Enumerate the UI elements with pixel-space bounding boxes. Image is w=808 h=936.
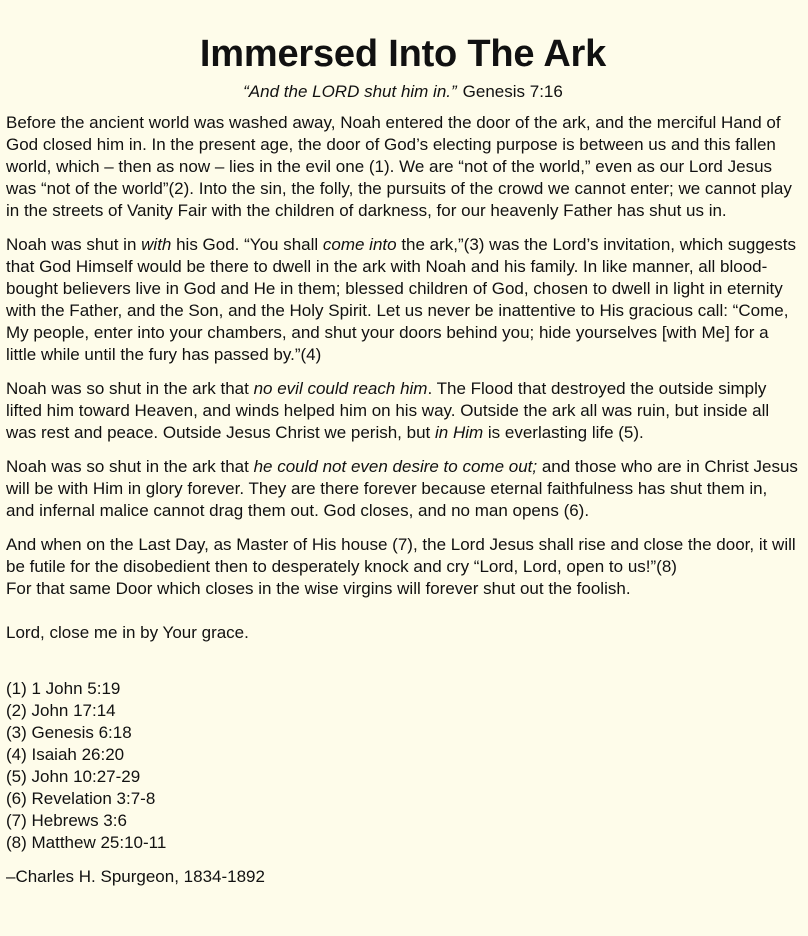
reference-item: (1) 1 John 5:19: [6, 679, 121, 698]
reference-item: (8) Matthew 25:10-11: [6, 833, 167, 852]
scripture-reference: Genesis 7:16: [462, 82, 563, 101]
reference-item: (5) John 10:27-29: [6, 767, 141, 786]
reference-item: (4) Isaiah 26:20: [6, 745, 125, 764]
reference-item: (6) Revelation 3:7-8: [6, 789, 156, 808]
paragraph-4: [6, 456, 800, 522]
spacer: [6, 600, 800, 622]
paragraph-5: And when on the Last Day, as Master of His house (7), the Lord Jesus shall rise and close the door, it will be futile for the disobedient then to desperately knock and cry “Lord, Lord, open to us!”(8): [6, 535, 796, 576]
closing-prayer: Lord, close me in by Your grace.: [6, 623, 249, 642]
paragraph-2-text-e: the ark,”(3) was the Lord’s invitation, which suggests that God Himself would be there to dwell in the ark with Noah and his family. In like manner, all blood-bought believers live in God and He in them; blessed children of God, chosen to dwell in light in eternity with the Father, and the Son, and the Holy Spirit. Let us never be inattentive to His gracious call: “Come, My people, enter into your chambers, and shut your doors behind you; hide yourselves [with Me] for a little while until the fury has passed by.”(4): [6, 235, 796, 364]
author-signature: –Charles H. Spurgeon, 1834-1892: [6, 867, 265, 886]
paragraph-3-text-e: is everlasting life (5).: [483, 423, 644, 442]
paragraph-3-text-a: Noah was so shut in the ark that: [6, 379, 254, 398]
paragraph-1: Before the ancient world was washed away, Noah entered the door of the ark, and the merciful Hand of God closed him in. In the present age, the door of God’s electing purpose is between us and this fallen world, which – then as now – lies in the evil one (1). We are “not of the world,” even as our Lord Jesus was “not of the world”(2). Into the sin, the folly, the pursuits of the crowd we cannot enter; we cannot play in the streets of Vanity Fair with the children of darkness, for our heavenly Father has shut us in.: [6, 113, 792, 220]
spacer: [6, 644, 800, 678]
paragraph-3: [6, 378, 800, 444]
paragraph-6: For that same Door which closes in the wise virgins will forever shut out the foolish.: [6, 579, 631, 598]
paragraph-4-text-c: and those who are in Christ Jesus will be with Him in glory forever. They are there forever because eternal faithfulness has shut them in, and infernal malice cannot drag them out. God closes, and no man opens (6).: [6, 457, 798, 520]
scripture-quote: “And the LORD shut him in.”: [243, 82, 457, 101]
paragraph-3-text-c: . The Flood that destroyed the outside simply lifted him toward Heaven, and winds helped him on his way. Outside the ark all was ruin, but inside all was rest and peace. Outside Jesus Christ we perish, but: [6, 379, 770, 442]
paragraph-2: [6, 234, 800, 366]
page-title: Immersed Into The Ark: [199, 33, 607, 75]
paragraph-2-text-c: his God. “You shall: [171, 235, 323, 254]
paragraph-2-emphasis-come-into: come into: [322, 235, 397, 254]
paragraph-3-emphasis-no-evil: no evil could reach him: [253, 379, 428, 398]
paragraph-3-emphasis-in-him: in Him: [434, 423, 484, 442]
reference-item: (3) Genesis 6:18: [6, 723, 132, 742]
paragraph-2-text-a: Noah was shut in: [6, 235, 142, 254]
references-list: [6, 678, 800, 854]
paragraph-4-emphasis-desire: he could not even desire to come out;: [253, 457, 538, 476]
reference-item: (2) John 17:14: [6, 701, 116, 720]
paragraph-2-emphasis-with: with: [141, 235, 172, 254]
reference-item: (7) Hebrews 3:6: [6, 811, 127, 830]
scripture-subtitle: [6, 80, 800, 104]
paragraph-4-text-a: Noah was so shut in the ark that: [6, 457, 254, 476]
